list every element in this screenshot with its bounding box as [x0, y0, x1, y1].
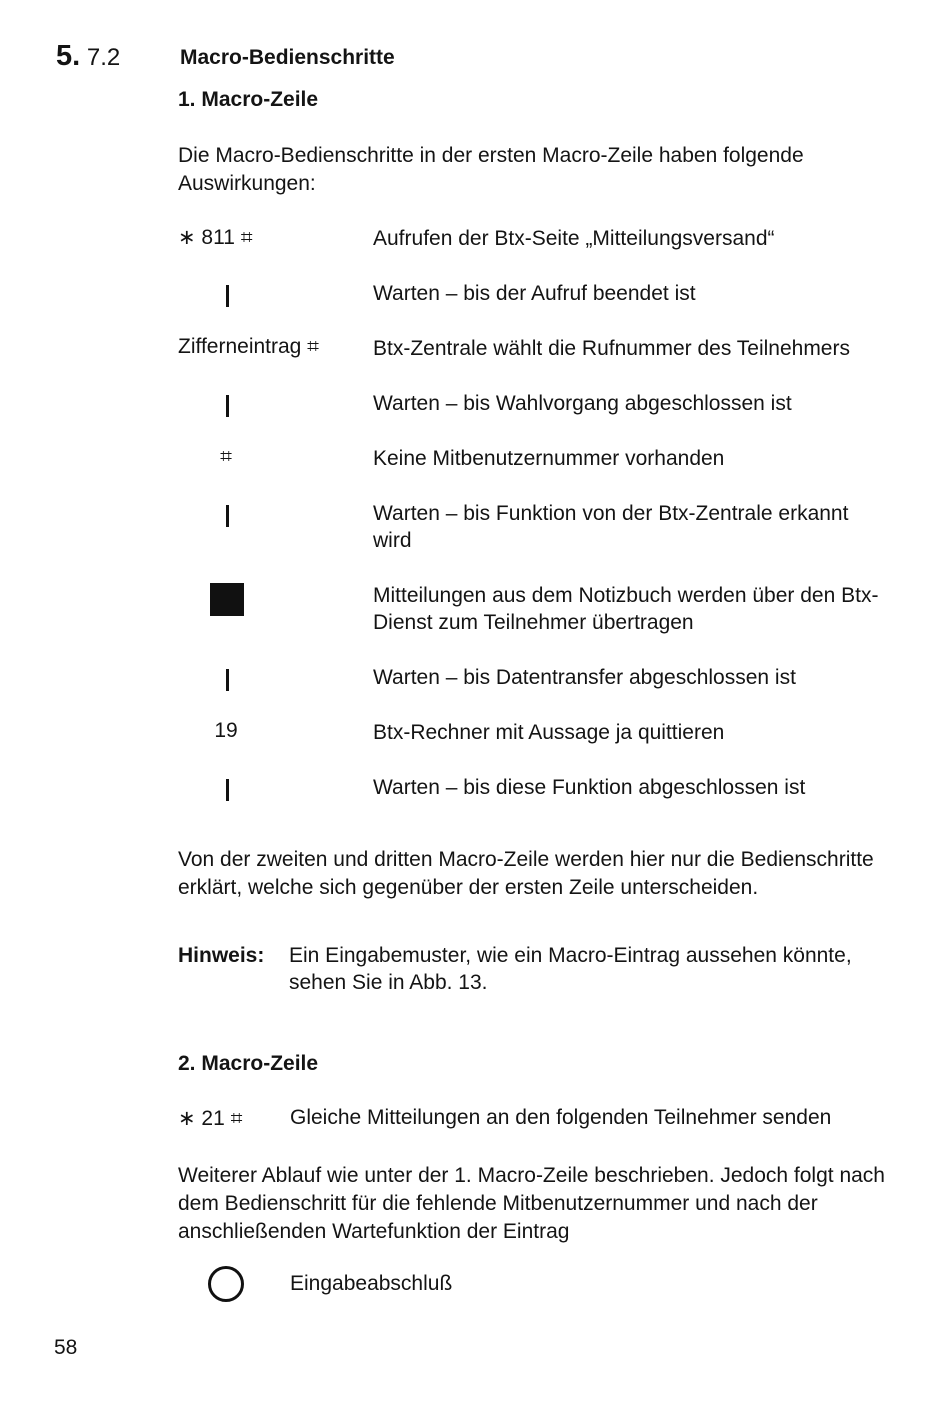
step-description: Keine Mitbenutzernummer vorhanden	[373, 447, 725, 470]
step-row	[178, 444, 898, 499]
step-description: Gleiche Mitteilungen an den folgenden Teilnehmer senden	[290, 1106, 832, 1129]
heading-macro-line-2: 2. Macro-Zeile	[178, 1052, 319, 1075]
step-row	[178, 389, 898, 444]
line2-paragraph: Weiterer Ablauf wie unter der 1. Macro-Zeile beschrieben. Jedoch folgt nach dem Bedienschritt für die fehlende Mitbenutzernummer und nach der anschließenden Wartefunktion der Eintrag	[178, 1164, 885, 1243]
wait-bar-icon	[226, 669, 229, 691]
wait-bar-icon	[226, 395, 229, 417]
section-number	[56, 40, 120, 73]
step-symbol: ⌗	[220, 445, 232, 468]
step-description: Btx-Zentrale wählt die Rufnummer des Teilnehmers	[373, 337, 850, 360]
step-row	[178, 279, 898, 334]
step-row	[178, 499, 898, 581]
page-number: 58	[54, 1336, 78, 1359]
step-row	[178, 334, 898, 389]
steps-list	[178, 224, 898, 828]
input-end-circle-icon	[208, 1266, 244, 1302]
outro-paragraph: Von der zweiten und dritten Macro-Zeile werden hier nur die Bedienschritte erklärt, welche sich gegenüber der ersten Zeile unterscheiden.	[178, 848, 874, 899]
section-title: Macro-Bedienschritte	[180, 46, 395, 69]
hint-note	[178, 942, 898, 996]
step-description: Warten – bis Datentransfer abgeschlossen ist	[373, 666, 796, 689]
step-symbol: 19	[214, 719, 238, 742]
hint-label: Hinweis:	[178, 944, 265, 967]
section-number-minor: 7.2	[86, 44, 121, 71]
send-block-icon	[210, 583, 244, 616]
step-description: Warten – bis der Aufruf beendet ist	[373, 282, 696, 305]
step-row	[178, 718, 898, 773]
step-symbol: ∗ 811 ⌗	[178, 226, 253, 249]
step-symbol: Zifferneintrag ⌗	[178, 335, 320, 358]
wait-bar-icon	[226, 505, 229, 527]
step-description: Btx-Rechner mit Aussage ja quittieren	[373, 721, 725, 744]
line2-step-row	[178, 1106, 831, 1131]
step-description: Aufrufen der Btx-Seite „Mitteilungsversand“	[373, 227, 775, 250]
section-number-major: 5.	[56, 40, 81, 72]
heading-macro-line-1: 1. Macro-Zeile	[178, 88, 319, 111]
step-description: Warten – bis Funktion von der Btx-Zentrale erkannt wird	[373, 502, 849, 552]
step-row	[178, 224, 898, 279]
step-description: Mitteilungen aus dem Notizbuch werden über den Btx-Dienst zum Teilnehmer übertragen	[373, 584, 879, 634]
intro-paragraph: Die Macro-Bedienschritte in der ersten Macro-Zeile haben folgende Auswirkungen:	[178, 144, 804, 195]
step-row	[178, 773, 898, 828]
step-description: Warten – bis diese Funktion abgeschlossen ist	[373, 776, 806, 799]
step-description: Warten – bis Wahlvorgang abgeschlossen ist	[373, 392, 792, 415]
wait-bar-icon	[226, 285, 229, 307]
step-symbol: ∗ 21 ⌗	[178, 1107, 243, 1130]
input-end-label: Eingabeabschluß	[290, 1272, 453, 1295]
hint-text: Ein Eingabemuster, wie ein Macro-Eintrag aussehen könnte, sehen Sie in Abb. 13.	[289, 944, 852, 994]
step-row	[178, 581, 898, 663]
wait-bar-icon	[226, 779, 229, 801]
step-row	[178, 663, 898, 718]
